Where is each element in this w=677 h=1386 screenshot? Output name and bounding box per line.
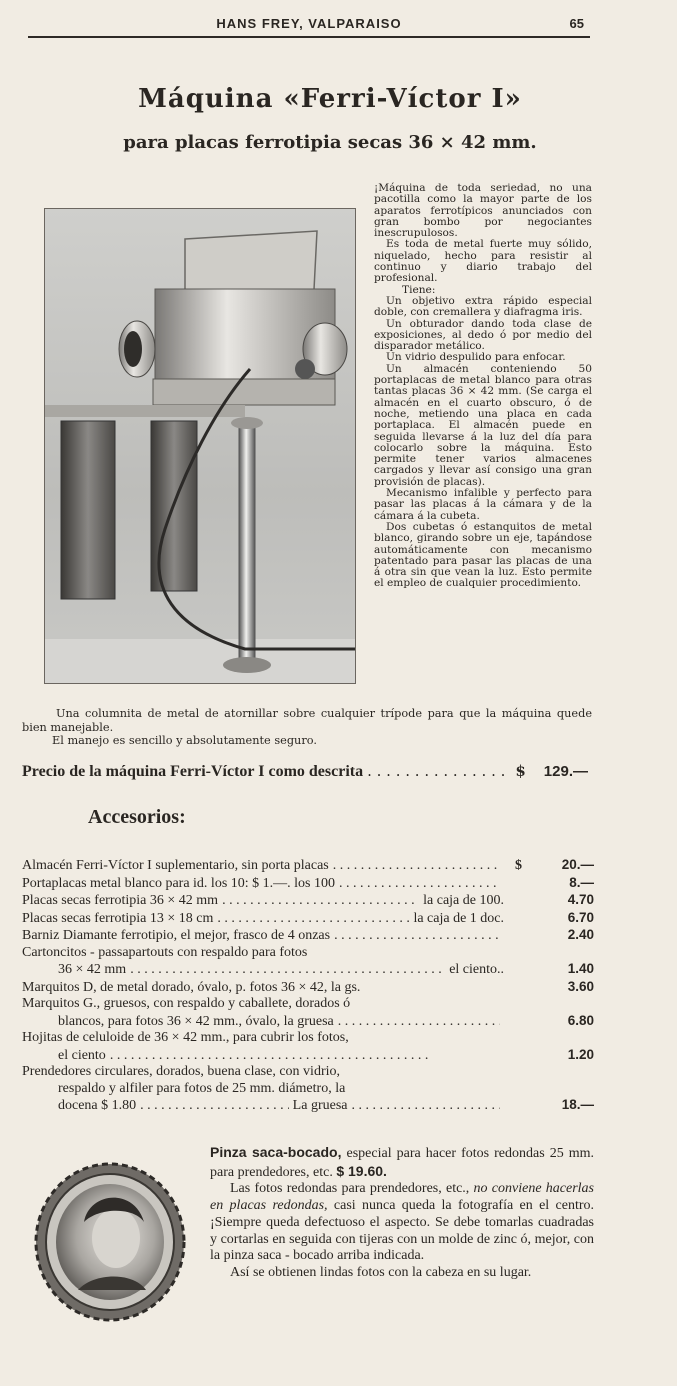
footnote-line: El manejo es sencillo y absolutamente seguro.	[52, 734, 317, 747]
page-header	[28, 14, 590, 38]
description-paragraph: Un objetivo extra rápido especial doble, con cremallera y diafragma iris.	[374, 294, 592, 319]
list-item-continuation: docena $ 1.80 . . . La gruesa . . . 18.—	[22, 1097, 594, 1115]
camera-illustration	[45, 209, 355, 683]
accessories-heading: Accesorios:	[88, 806, 186, 828]
pinza-text: Las fotos redondas para prendedores, etc.,	[230, 1181, 470, 1197]
leader-dots	[367, 762, 511, 780]
pinza-paragraph	[210, 1144, 594, 1181]
list-item-continuation: blancos, para fotos 36 × 42 mm., óvalo, la gruesa . . . 6.80	[22, 1013, 594, 1031]
description-paragraph: Un almacén conteniendo 50 portaplacas de metal blanco para otras tantas placas 36 × 42 mm. (Se carga el almacén en el cuarto obscuro, ó de noche, metiendo una placa en cada portaplaca. El almacén puede en seguida llevarse á la luz del día para colocarlo sobre la máquina. Esto permite tener varios almacenes cargados y llevar así consigo una gran provisión de placas).	[374, 362, 592, 488]
price-label: Precio de la máquina Ferri-Víctor I como descrita	[22, 763, 364, 780]
page-number: 65	[569, 16, 584, 31]
pinza-text: especial para hacer fotos redondas 25 mm. para prendedores, etc.	[210, 1146, 595, 1180]
description-paragraph: ¡Máquina de toda seriedad, no una pacotilla como la mayor parte de los aparatos ferrotípicos anunciados con gran bombo por negociantes inescrupulosos.	[374, 182, 592, 240]
description-paragraph: Un vidrio despulido para enfocar.	[386, 351, 566, 364]
description-paragraph: Dos cubetas ó estanquitos de metal blanco, girando sobre un eje, tapándose automáticamente con mecanismo patentado para pasar las placas de una á otra sin que vean la luz. Esto permite el empleo de cualquier procedimiento.	[374, 520, 592, 590]
list-item: Almacén Ferri-Víctor I suplementario, sin porta placas . . . $ 20.—	[22, 857, 594, 875]
description-paragraph: Es toda de metal fuerte muy sólido, niquelado, hecho para resistir al continuo y diario trabajo del profesional.	[374, 238, 592, 285]
pinza-price: $ 19.60.	[336, 1162, 387, 1179]
list-item: Marquitos G., gruesos, con respaldo y caballete, dorados ó	[22, 996, 351, 1011]
portrait-medallion	[34, 1162, 186, 1322]
list-item: Hojitas de celuloide de 36 × 42 mm., para cubrir los fotos,	[22, 1030, 349, 1045]
machine-photo	[44, 208, 356, 684]
footnote-line: Una columnita de metal de atornillar sobre cualquier trípode para que la máquina quede bien manejable.	[22, 707, 592, 734]
product-subtitle: para placas ferrotipia secas 36 × 42 mm.	[123, 132, 537, 153]
medallion-illustration	[34, 1162, 186, 1322]
pinza-text: casi nunca queda la fotografía en el centro. ¡Siempre queda defectuoso el aspecto. Se debe tomarlas cuadradas y cortarlas en seguida con tijeras con un molde de zinc ó, mejor, con la pinza saca - bocado arriba indicada.	[210, 1198, 595, 1264]
footnote	[22, 707, 592, 748]
price-amount: 129.—	[543, 763, 588, 780]
pinza-paragraph	[210, 1181, 594, 1265]
price-line	[22, 762, 592, 781]
product-title: Máquina «Ferri-Víctor I»	[138, 84, 522, 114]
pinza-paragraph: Así se obtienen lindas fotos con la cabeza en su lugar.	[230, 1264, 532, 1280]
list-item-continuation: respaldo y alfiler para fotos de 25 mm. diámetro, la	[58, 1080, 346, 1096]
price-currency: $	[515, 762, 526, 780]
list-item-continuation: 36 × 42 mm . . . el ciento.. 1.40	[22, 961, 594, 979]
accessories-list	[22, 857, 594, 1115]
list-item: Prendedores circulares, dorados, buena clase, con vidrio,	[22, 1064, 340, 1079]
pinza-section	[210, 1144, 594, 1282]
list-item: Placas secas ferrotipia 36 × 42 mm . . . la caja de 100. 4.70	[22, 892, 594, 910]
list-item: Cartoncitos - passapartouts con respaldo para fotos	[22, 944, 308, 960]
list-item: Barniz Diamante ferrotipio, el mejor, frasco de 4 onzas . . . 2.40	[22, 927, 594, 945]
pinza-italic-note: no conviene hacerlas en placas redondas,	[210, 1181, 594, 1214]
list-item-continuation: el ciento . . . 1.20	[22, 1047, 594, 1065]
list-item: Marquitos D, de metal dorado, óvalo, p. fotos 36 × 42, la gs. 3.60	[22, 978, 594, 995]
description-paragraph: Mecanismo infalible y perfecto para pasar las placas á la cámara y de la cámara á la cubeta.	[374, 487, 592, 522]
pinza-name: Pinza saca-bocado,	[210, 1144, 342, 1160]
list-item: Portaplacas metal blanco para id. los 10: $ 1.—. los 100 . . . 8.—	[22, 875, 594, 893]
description-paragraph: Tiene:	[402, 283, 436, 296]
list-item: Placas secas ferrotipia 13 × 18 cm . . . la caja de 1 doc. 6.70	[22, 910, 594, 928]
description-paragraph: Un obturador dando toda clase de exposiciones, al dedo ó por medio del disparador metálico.	[374, 317, 592, 353]
publisher-name: HANS FREY, VALPARAISO	[216, 16, 402, 31]
product-description	[374, 183, 592, 590]
